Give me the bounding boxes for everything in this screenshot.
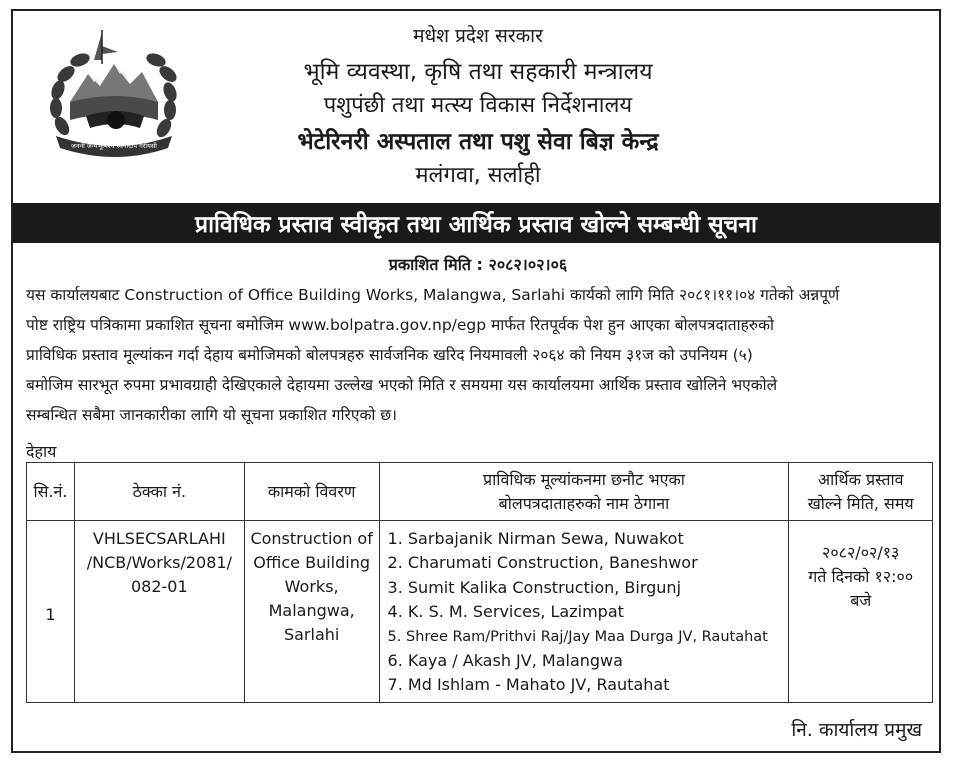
bidder-item: 1. Sarbajanik Nirman Sewa, Nuwakot (387, 529, 684, 548)
opening-line: बजे (850, 591, 872, 610)
header-work-description: कामको विवरण (244, 463, 379, 521)
cell-bidders (379, 521, 789, 703)
work-line: Sarlahi (283, 625, 340, 644)
dehaya-label: देहाय (26, 442, 57, 461)
body-line: सम्बन्धित सबैमा जानकारीका लागि यो सूचना प्रकाशित गरिएको छ। (26, 406, 398, 424)
bidder-item: 3. Sumit Kalika Construction, Birgunj (387, 577, 682, 597)
body-line: पोष्ट राष्ट्रिय पत्रिकामा प्रकाशित सूचना बमोजिम www.bolpatra.gov.np/egp मार्फत रितपूर्वक पेश हुन आएका बोलपत्रदाताहरुको (26, 316, 774, 334)
header-ministry: भूमि व्यवस्था, कृषि तथा सहकारी मन्त्रालय (303, 59, 653, 85)
table-header-row (27, 463, 933, 521)
header-office: भेटेरिनरी अस्पताल तथा पशु सेवा बिज्ञ केन्द्र (297, 129, 659, 155)
header-opening-line: खोल्ने मिति, समय (807, 493, 914, 513)
notice-body (26, 280, 930, 430)
bidder-list (388, 527, 787, 698)
work-line: Office Building (253, 553, 370, 572)
bidder-item: 6. Kaya / Akash JV, Malangwa (387, 651, 623, 671)
contract-no-line: VHLSECSARLAHI (92, 529, 226, 548)
opening-line: गते दिनको १२:०० (808, 567, 914, 586)
table-row (27, 521, 933, 703)
bidder-item: 7. Md Ishlam - Mahato JV, Rautahat (387, 675, 670, 695)
body-line: बमोजिम सारभूत रुपमा प्रभावग्राही देखिएकाले देहायमा उल्लेख भएको मिति र समयमा यस कार्यालयमा आर्थिक प्रस्ताव खोलिने भएकोले (26, 376, 778, 394)
published-date: प्रकाशित मिति : २०८२।०२।०६ (388, 255, 568, 274)
contract-no-line: 082-01 (130, 577, 188, 596)
header-sn: सि.नं. (27, 463, 75, 521)
work-line: Malangwa, (268, 601, 355, 620)
header-location: मलंगवा, सर्लाही (415, 163, 541, 188)
bidder-item: 2. Charumati Construction, Baneshwor (387, 553, 698, 573)
header-bidders-line: प्राविधिक मूल्यांकनमा छनौट भएका (483, 469, 685, 489)
cell-sn: 1 (27, 521, 75, 703)
bidder-item: 4. K. S. M. Services, Lazimpat (387, 602, 624, 622)
header-bidders (379, 463, 789, 521)
cell-opening-date (789, 521, 933, 703)
signature-office-chief: नि. कार्यालय प्रमुख (791, 719, 922, 741)
header-bidders-line: बोलपत्रदाताहरुको नाम ठेगाना (498, 493, 670, 513)
bid-table (26, 462, 933, 703)
work-line: Construction of (250, 529, 373, 548)
cell-work-description (244, 521, 379, 703)
header-directorate: पशुपंछी तथा मत्स्य विकास निर्देशनालय (323, 93, 633, 118)
header-government: मधेश प्रदेश सरकार (413, 25, 543, 47)
header-contract-no: ठेक्का नं. (74, 463, 244, 521)
header-opening-line: आर्थिक प्रस्ताव (817, 469, 904, 489)
opening-line: २०८२/०२/१३ (822, 543, 900, 562)
work-line: Works, (284, 577, 339, 596)
body-line: प्राविधिक प्रस्ताव मूल्यांकन गर्दा देहाय बमोजिमको बोलपत्रहरु सार्वजनिक खरिद नियमावली २०६४ को नियम ३१ज को उपनियम (५) (26, 346, 753, 364)
notice-title-banner: प्राविधिक प्रस्ताव स्वीकृत तथा आर्थिक प्रस्ताव खोल्ने सम्बन्धी सूचना (13, 203, 939, 243)
svg-text:जननी जन्मभूमिश्च स्वर्गादपि गर: जननी जन्मभूमिश्च स्वर्गादपि गरीयसी (71, 142, 157, 150)
body-line: यस कार्यालयबाट Construction of Office Building Works, Malangwa, Sarlahi कार्यको लागि मिति २०८१।११।०४ गतेको अन्नपूर्ण (26, 286, 840, 304)
bidder-item: 5. Shree Ram/Prithvi Raj/Jay Maa Durga JV, Rautahat (387, 628, 768, 645)
cell-contract-no (74, 521, 244, 703)
contract-no-line: /NCB/Works/2081/ (86, 553, 232, 572)
header-opening-date (789, 463, 933, 521)
